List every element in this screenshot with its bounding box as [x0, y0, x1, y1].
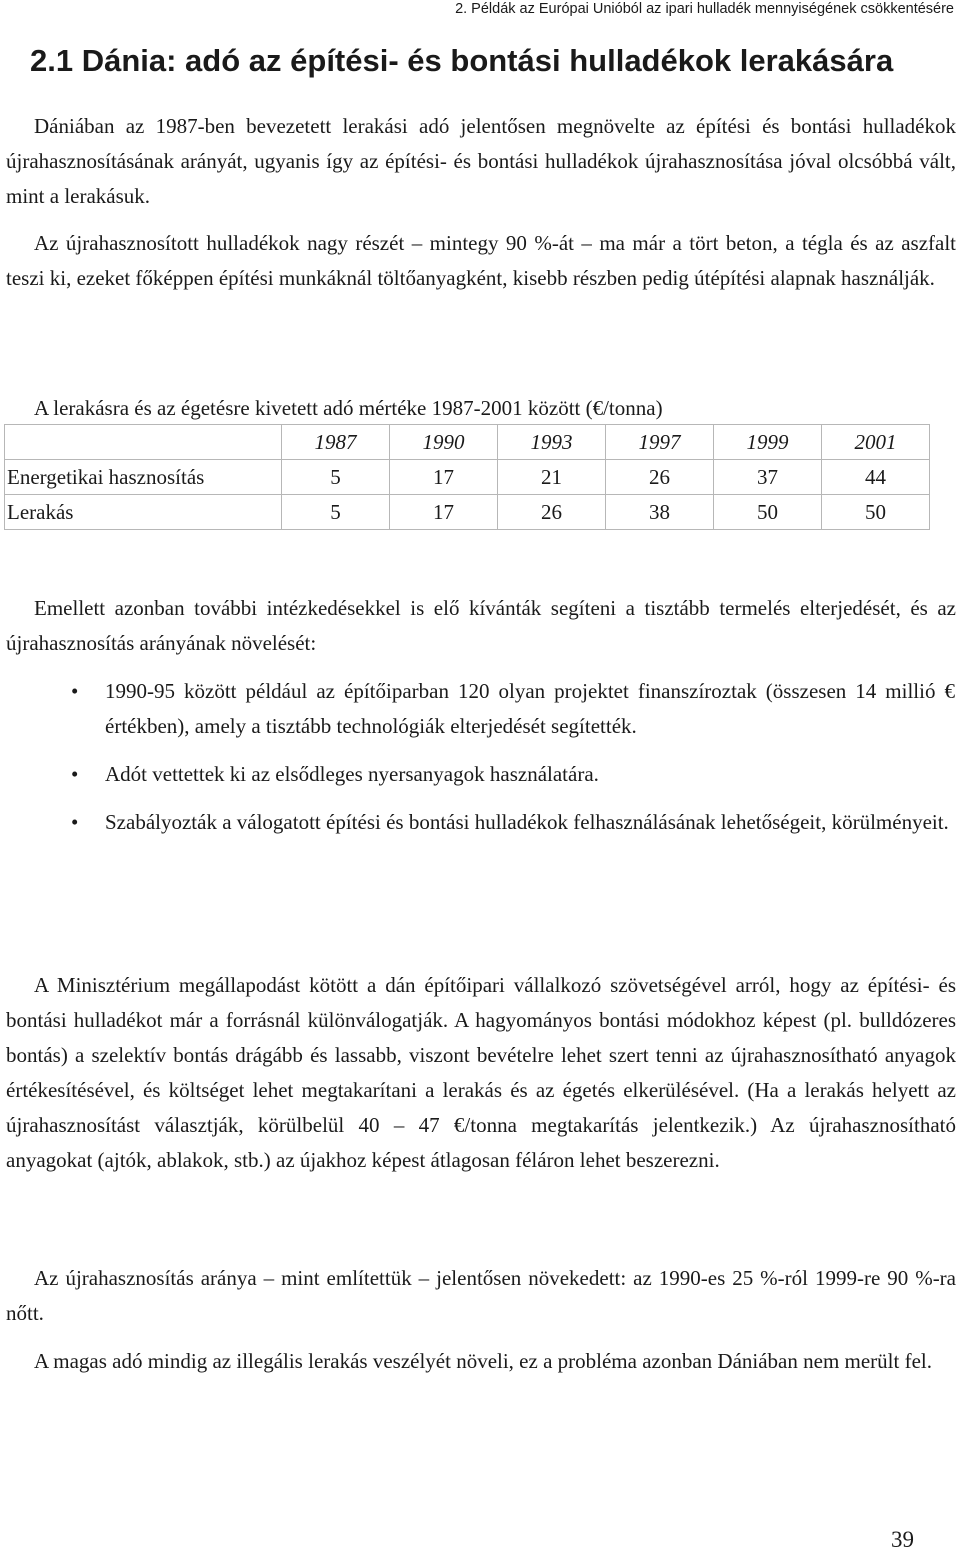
table-cell: 26	[498, 495, 606, 530]
table-row	[5, 495, 930, 530]
table-caption: A lerakásra és az égetésre kivetett adó mértéke 1987-2001 között (€/tonna)	[34, 396, 663, 420]
table-cell: 21	[498, 460, 606, 495]
paragraph-illegal-dumping: A magas adó mindig az illegális lerakás veszélyét növeli, ez a probléma azonban Dániában nem merült fel.	[34, 1349, 932, 1373]
bullet-icon: •	[71, 810, 79, 834]
measures-list	[0, 674, 955, 853]
table-cell: 37	[714, 460, 822, 495]
table-cell: 50	[822, 495, 930, 530]
table-cell: 50	[714, 495, 822, 530]
tax-rate-table	[4, 424, 930, 530]
paragraph-ministry-agreement: A Minisztérium megállapodást kötött a dán építőipari vállalkozó szövetségével arról, hogy az építési- és bontási hulladékot már a forrásnál különválogatják. A hagyományos bontási módokhoz képest (pl. bulldózeres bontás) a szelektív bontás drágább és lassabb, viszont bevételre lehet szert tenni az újrahasznosítható anyagok értékesítésével, és költséget lehet megtakarítani a lerakás és az égetés elkerülésével. (Ha a lerakás helyett az újrahasznosítást választják, körülbelül 40 – 47 €/tonna megtakarítás jelentkezik.) Az újrahasznosítható anyagokat (ajtók, ablakok, stb.) az újakhoz képest átlagosan féláron lehet beszerezni.	[6, 973, 956, 1172]
year-header: 1987	[282, 425, 390, 460]
page-number: 39	[891, 1527, 914, 1552]
list-item	[0, 757, 955, 792]
table-cell: 44	[822, 460, 930, 495]
table-row	[5, 460, 930, 495]
bullet-icon: •	[71, 762, 79, 786]
list-item-text: 1990-95 között például az építőiparban 120 olyan projektet finanszíroztak (összesen 14 millió € értékben), amely a tisztább technológiák elterjedését segítették.	[105, 679, 955, 738]
row-label: Lerakás	[5, 495, 282, 530]
list-item	[0, 674, 955, 744]
table-cell: 26	[606, 460, 714, 495]
year-header: 1997	[606, 425, 714, 460]
year-header: 1999	[714, 425, 822, 460]
list-item	[0, 805, 955, 840]
table-corner-cell	[5, 425, 282, 460]
table-cell: 38	[606, 495, 714, 530]
list-item-text: Szabályozták a válogatott építési és bontási hulladékok felhasználásának lehetőségeit, körülményeit.	[105, 810, 949, 834]
year-header: 1993	[498, 425, 606, 460]
paragraph-recycling-rate: Az újrahasznosítás aránya – mint említettük – jelentősen növekedett: az 1990-es 25 %-ról 1999-re 90 %-ra nőtt.	[6, 1266, 956, 1325]
paragraph-intro: Dániában az 1987-ben bevezetett lerakási adó jelentősen megnövelte az építési és bontási hulladékok újrahasznosításának arányát, ugyanis így az építési- és bontási hulladékok újrahasznosítása jóval olcsóbbá vált, mint a lerakásuk.	[6, 114, 956, 208]
table-cell: 5	[282, 495, 390, 530]
year-header: 2001	[822, 425, 930, 460]
table-cell: 17	[390, 460, 498, 495]
section-title: 2.1 Dánia: adó az építési- és bontási hulladékok lerakására	[30, 43, 894, 78]
table-cell: 5	[282, 460, 390, 495]
table-cell: 17	[390, 495, 498, 530]
row-label: Energetikai hasznosítás	[5, 460, 282, 495]
paragraph-further-measures: Emellett azonban további intézkedésekkel is elő kívánták segíteni a tisztább termelés elterjedését, és az újrahasznosítás arányának növelését:	[6, 596, 956, 655]
paragraph-recycled-materials: Az újrahasznosított hulladékok nagy részét – mintegy 90 %-át – ma már a tört beton, a tégla és az aszfalt teszi ki, ezeket főképpen építési munkáknál töltőanyagként, kisebb részben pedig útépítési alapnak használják.	[6, 231, 956, 290]
list-item-text: Adót vettettek ki az elsődleges nyersanyagok használatára.	[105, 762, 599, 786]
table-header-row	[5, 425, 930, 460]
running-header: 2. Példák az Európai Unióból az ipari hulladék mennyiségének csökkentésére	[455, 1, 954, 17]
bullet-icon: •	[71, 679, 79, 703]
year-header: 1990	[390, 425, 498, 460]
